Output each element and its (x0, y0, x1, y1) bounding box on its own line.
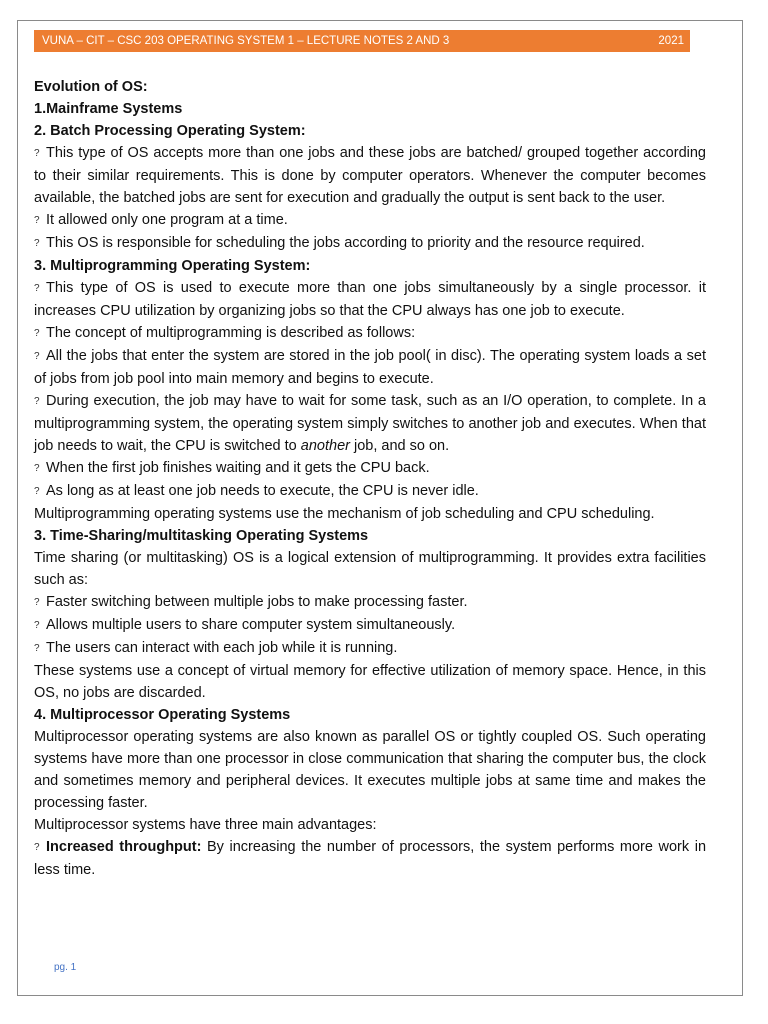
bullet-icon: ? (34, 486, 40, 497)
italic-another: another (300, 438, 350, 454)
paragraph-batch-3: ? This OS is responsible for scheduling the jobs according to priority and the resource required. (34, 232, 706, 255)
bullet-icon: ? (34, 643, 40, 654)
bullet-icon: ? (34, 328, 40, 339)
bold-increased-throughput: Increased throughput: (46, 839, 202, 855)
header-bar (34, 30, 690, 52)
bullet-icon: ? (34, 842, 40, 853)
heading-multiprogramming: 3. Multiprogramming Operating System: (34, 258, 311, 274)
bullet-icon: ? (34, 620, 40, 631)
paragraph-mp-6: ? As long as at least one job needs to execute, the CPU is never idle. (34, 480, 706, 503)
bullet-icon: ? (34, 148, 40, 159)
paragraph-ts-1: ? Faster switching between multiple jobs to make processing faster. (34, 591, 706, 614)
bullet-icon: ? (34, 597, 40, 608)
paragraph-mp-1: ? This type of OS is used to execute more than one jobs simultaneously by a single processor. it increases CPU utilization by organizing jobs so that the CPU always has one job to execute. (34, 280, 706, 319)
heading-mainframe: 1.Mainframe Systems (34, 101, 183, 117)
document-body (34, 76, 706, 881)
paragraph-mp-5: ? When the first job finishes waiting and it gets the CPU back. (34, 457, 706, 480)
paragraph-batch-1: ? This type of OS accepts more than one jobs and these jobs are batched/ grouped together according to their similar requirements. This is done by computer operators. Whenever the computer becomes available, the batched jobs are sent for execution and gradually the output is sent back to the user. (34, 145, 706, 206)
heading-multiprocessor: 4. Multiprocessor Operating Systems (34, 707, 291, 723)
paragraph-ts-3: ? The users can interact with each job while it is running. (34, 637, 706, 660)
bullet-icon: ? (34, 238, 40, 249)
paragraph-mpr-advantages: Multiprocessor systems have three main advantages: (34, 817, 377, 833)
header-year: 2021 (658, 35, 684, 47)
heading-evolution: Evolution of OS: (34, 79, 148, 95)
bullet-icon: ? (34, 463, 40, 474)
paragraph-mpr-intro: Multiprocessor operating systems are also known as parallel OS or tightly coupled OS. Such operating systems have more than one processor in close communication that sharing the computer bus, the clock and sometimes memory and peripheral devices. It executes multiple jobs at same time and makes the processing faster. (34, 729, 706, 811)
paragraph-mp-4: ? During execution, the job may have to wait for some task, such as an I/O operation, to complete. In a multiprogramming system, the operating system simply switches to another job and executes. When that job needs to wait, the CPU is switched to another job, and so on. (34, 393, 706, 454)
paragraph-ts-summary: These systems use a concept of virtual memory for effective utilization of memory space. Hence, in this OS, no jobs are discarded. (34, 663, 706, 701)
header-title: VUNA – CIT – CSC 203 OPERATING SYSTEM 1 – LECTURE NOTES 2 AND 3 (42, 35, 450, 47)
page-number: pg. 1 (54, 962, 77, 973)
heading-batch: 2. Batch Processing Operating System: (34, 123, 306, 139)
bullet-icon: ? (34, 283, 40, 294)
bullet-icon: ? (34, 396, 40, 407)
paragraph-mp-2: ? The concept of multiprogramming is described as follows: (34, 322, 706, 345)
bullet-icon: ? (34, 351, 40, 362)
paragraph-ts-2: ? Allows multiple users to share computer system simultaneously. (34, 614, 706, 637)
paragraph-batch-2: ? It allowed only one program at a time. (34, 209, 706, 232)
heading-time-sharing: 3. Time-Sharing/multitasking Operating Systems (34, 528, 369, 544)
bullet-icon: ? (34, 215, 40, 226)
paragraph-mpr-1: ? Increased throughput: By increasing the number of processors, the system performs more work in less time. (34, 839, 707, 878)
paragraph-mp-summary: Multiprogramming operating systems use the mechanism of job scheduling and CPU scheduling. (34, 506, 655, 522)
paragraph-mp-3: ? All the jobs that enter the system are stored in the job pool( in disc). The operating system loads a set of jobs from job pool into main memory and begins to execute. (34, 348, 706, 387)
paragraph-ts-intro: Time sharing (or multitasking) OS is a logical extension of multiprogramming. It provides extra facilities such as: (34, 550, 706, 588)
